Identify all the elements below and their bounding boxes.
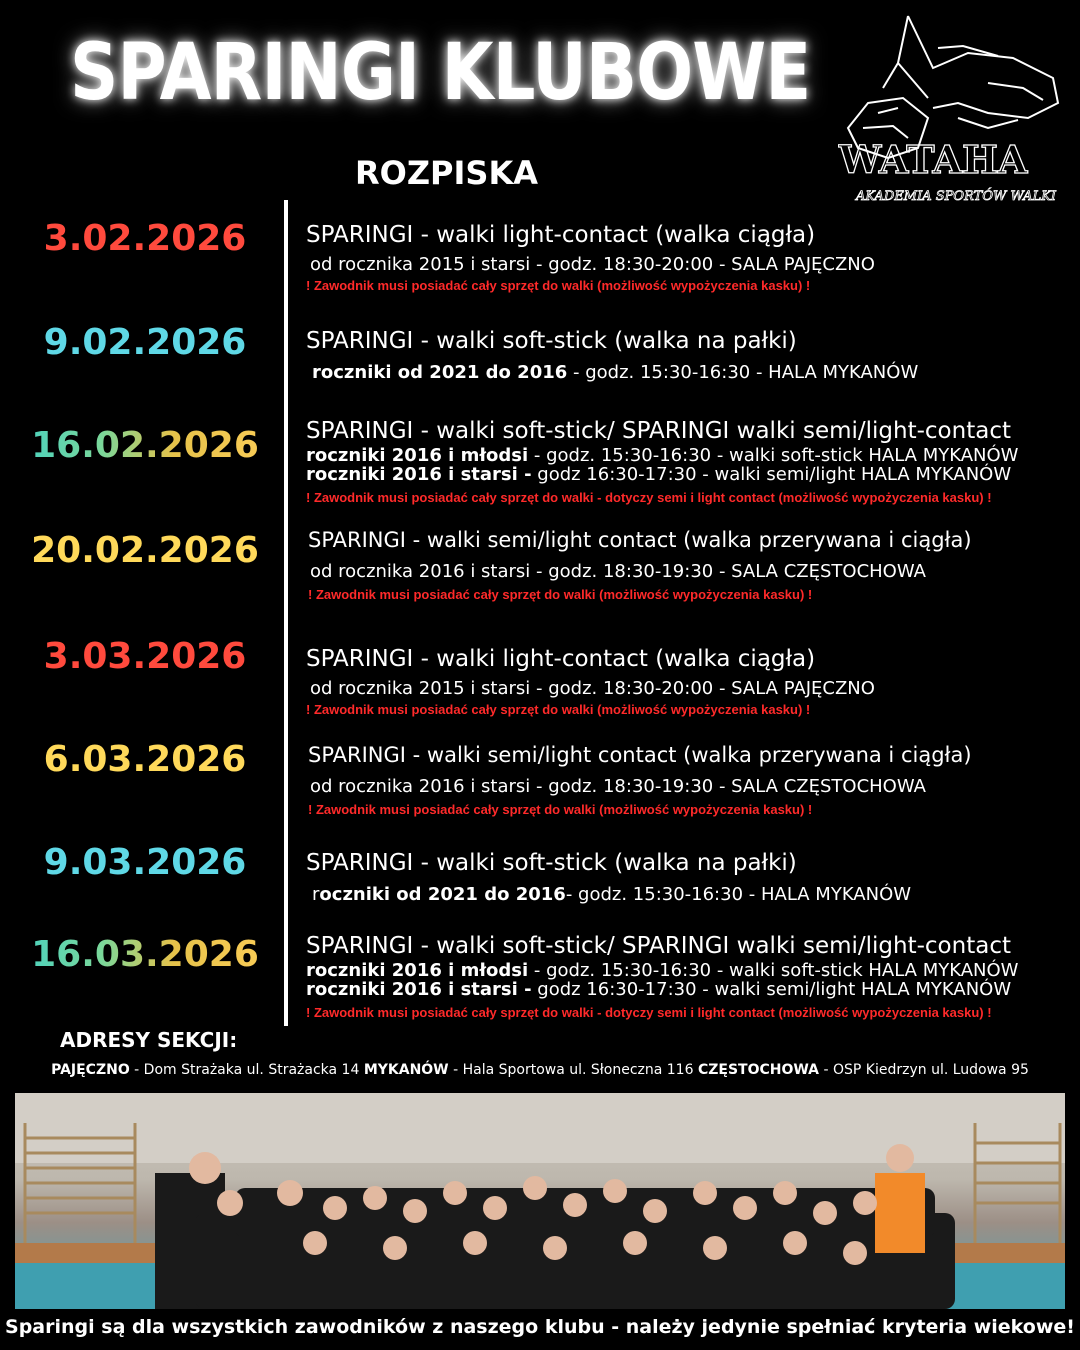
schedule-entry xyxy=(306,416,1066,508)
address-text: - Hala Sportowa ul. Słoneczna 116 xyxy=(448,1062,698,1078)
page-subtitle: ROZPISKA xyxy=(355,154,539,192)
entry-warning: ! Zawodnik musi posiadać cały sprzęt do walki - dotyczy semi i light contact (możliwość wypożyczenia kasku) ! xyxy=(306,490,992,505)
entry-date: 6.03.2026 xyxy=(43,739,247,780)
entry-title: SPARINGI - walki soft-stick (walka na pałki) xyxy=(306,328,797,354)
footer-note: Sparingi są dla wszystkich zawodników z naszego klubu - należy jedynie spełniać kryteria wiekowe! xyxy=(5,1316,1075,1338)
entry-details xyxy=(306,980,1066,999)
schedule-entry xyxy=(306,326,1066,384)
entry-time-place: - godz. 15:30-16:30 - walki soft-stick HALA MYKANÓW xyxy=(528,960,1019,981)
entry-title: SPARINGI - walki soft-stick (walka na pałki) xyxy=(306,850,797,876)
entry-title: SPARINGI - walki soft-stick/ SPARINGI walki semi/light-contact xyxy=(306,418,1011,444)
entry-title: SPARINGI - walki semi/light contact (walka przerywana i ciągła) xyxy=(308,743,972,767)
schedule-entry xyxy=(308,525,1068,605)
entry-details: od rocznika 2015 i starsi - godz. 18:30-20:00 - SALA PAJĘCZNO xyxy=(310,254,875,275)
addresses-line xyxy=(0,1062,1080,1078)
address-name: CZĘSTOCHOWA xyxy=(697,1062,820,1078)
entry-details xyxy=(306,961,1066,980)
entry-time-place: godz 16:30-17:30 - walki semi/light HALA MYKANÓW xyxy=(531,979,1012,1000)
entry-age-group: roczniki 2016 i starsi - xyxy=(306,979,532,1000)
entry-time-place: - godz. 15:30-16:30 - HALA MYKANÓW xyxy=(565,884,912,905)
entry-warning: ! Zawodnik musi posiadać cały sprzęt do walki (możliwość wypożyczenia kasku) ! xyxy=(306,278,811,293)
wolf-logo xyxy=(838,8,1066,213)
entry-time-place: - godz. 15:30-16:30 - HALA MYKANÓW xyxy=(567,362,919,383)
entry-age-group: roczniki 2016 i młodsi xyxy=(306,445,529,466)
entry-date: 9.03.2026 xyxy=(43,842,247,883)
address-text: - Dom Strażaka ul. Strażacka 14 xyxy=(129,1062,364,1078)
entry-age-group: roczniki 2016 i starsi - xyxy=(306,464,532,485)
group-photo xyxy=(15,1093,1065,1309)
entry-warning: ! Zawodnik musi posiadać cały sprzęt do walki - dotyczy semi i light contact (możliwość wypożyczenia kasku) ! xyxy=(306,1005,992,1020)
logo-tagline: AKADEMIA SPORTÓW WALKI xyxy=(855,189,1057,204)
entry-date: 3.02.2026 xyxy=(43,218,247,259)
entry-warning: ! Zawodnik musi posiadać cały sprzęt do walki (możliwość wypożyczenia kasku) ! xyxy=(308,587,813,602)
entry-age-group: oczniki od 2021 do 2016 xyxy=(319,884,566,905)
entry-date: 16.03.2026 xyxy=(0,934,290,975)
entry-prefix: r xyxy=(312,884,320,905)
entry-time-place: - godz. 15:30-16:30 - walki soft-stick HALA MYKANÓW xyxy=(528,445,1019,466)
entry-details xyxy=(306,446,1066,465)
entry-time-place: godz 16:30-17:30 - walki semi/light HALA MYKANÓW xyxy=(531,464,1012,485)
schedule-entry xyxy=(306,220,1066,296)
addresses-heading: ADRESY SEKCJI: xyxy=(60,1028,238,1052)
entry-details xyxy=(306,884,1066,906)
schedule-entry xyxy=(306,931,1066,1023)
logo-wordmark: WATAHA xyxy=(838,137,1028,182)
schedule-entry xyxy=(306,644,1066,720)
address-name: MYKANÓW xyxy=(363,1062,449,1078)
entry-title: SPARINGI - walki semi/light contact (walka przerywana i ciągła) xyxy=(308,528,972,552)
entry-details xyxy=(306,465,1066,484)
entry-title: SPARINGI - walki light-contact (walka ciągła) xyxy=(306,646,816,672)
entry-age-group: roczniki 2016 i młodsi xyxy=(306,960,529,981)
schedule-entry xyxy=(306,848,1066,906)
entry-date: 3.03.2026 xyxy=(43,636,247,677)
entry-title: SPARINGI - walki soft-stick/ SPARINGI walki semi/light-contact xyxy=(306,933,1011,959)
entry-date: 9.02.2026 xyxy=(43,322,247,363)
address-text: - OSP Kiedrzyn ul. Ludowa 95 xyxy=(819,1062,1029,1078)
entry-details: od rocznika 2015 i starsi - godz. 18:30-20:00 - SALA PAJĘCZNO xyxy=(310,678,875,699)
entry-title: SPARINGI - walki light-contact (walka ciągła) xyxy=(306,222,816,248)
entry-date: 16.02.2026 xyxy=(0,425,290,466)
entry-warning: ! Zawodnik musi posiadać cały sprzęt do walki (możliwość wypożyczenia kasku) ! xyxy=(306,702,811,717)
address-name: PAJĘCZNO xyxy=(51,1062,130,1078)
entry-warning: ! Zawodnik musi posiadać cały sprzęt do walki (możliwość wypożyczenia kasku) ! xyxy=(308,802,813,817)
schedule-entry xyxy=(308,740,1068,820)
group-photo-illustration xyxy=(15,1093,1065,1309)
entry-details: od rocznika 2016 i starsi - godz. 18:30-19:30 - SALA CZĘSTOCHOWA xyxy=(310,561,926,582)
entry-details: od rocznika 2016 i starsi - godz. 18:30-19:30 - SALA CZĘSTOCHOWA xyxy=(310,776,926,797)
page-title: SPARINGI KLUBOWE xyxy=(70,28,811,118)
entry-details xyxy=(306,362,1066,384)
entry-age-group: roczniki od 2021 do 2016 xyxy=(312,362,568,383)
entry-date: 20.02.2026 xyxy=(31,530,259,571)
